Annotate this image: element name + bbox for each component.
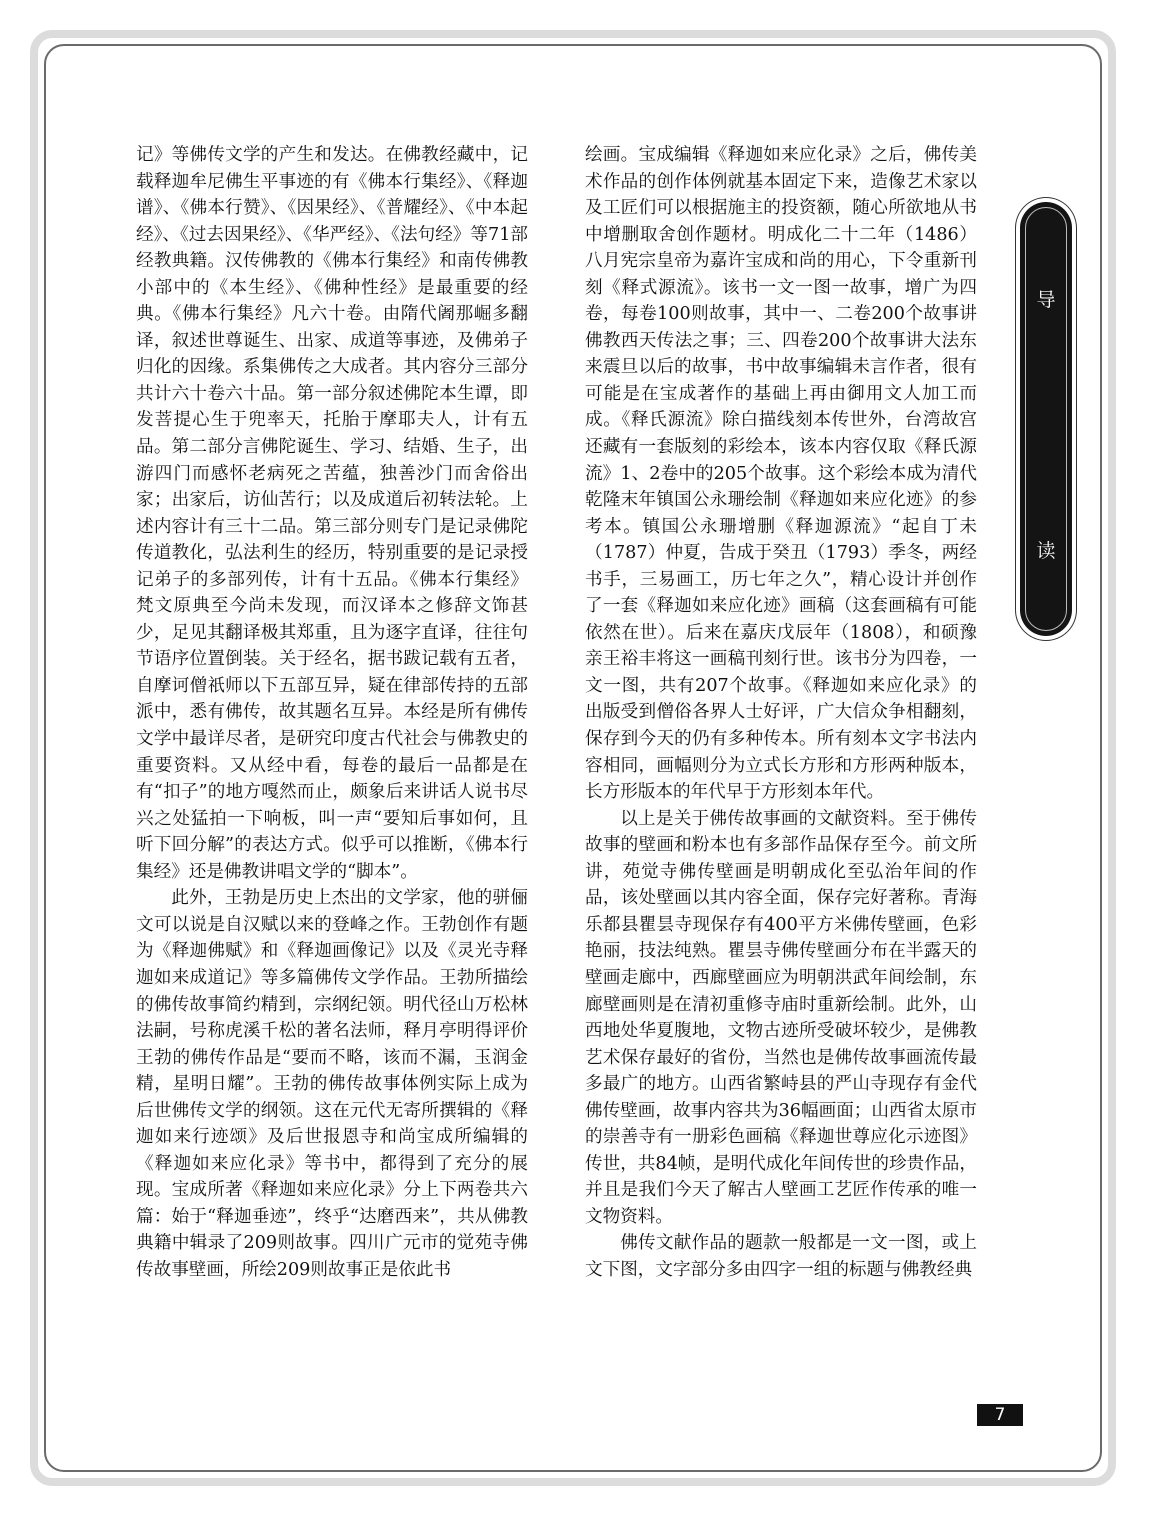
right-text-column	[585, 142, 977, 1284]
right-paragraph-2: 以上是关于佛传故事画的文献资料。至于佛传故事的壁画和粉本也有多部作品保存至今。前文所讲，苑觉寺佛传壁画是明朝成化至弘治年间的作品，该处壁画以其内容全面，保存完好著称。青海乐都县瞿昙寺现保存有400平方米佛传壁画，色彩艳丽，技法纯熟。瞿昙寺佛传壁画分布在半露天的壁画走廊中，西廊壁画应为明朝洪武年间绘制，东廊壁画则是在清初重修寺庙时重新绘制。此外，山西地处华夏腹地，文物古迹所受破坏较少，是佛教艺术保存最好的省份，当然也是佛传故事画流传最多最广的地方。山西省繁峙县的严山寺现存有金代佛传壁画，故事内容共为36幅画面；山西省太原市的崇善寺有一册彩色画稿《释迦世尊应化示迹图》传世，共84帧，是明代成化年间传世的珍贵作品，并且是我们今天了解古人壁画工艺匠作传承的唯一文物资料。	[585, 808, 977, 1227]
left-text-column	[136, 142, 528, 1284]
side-tab-inner-border	[1025, 207, 1067, 631]
left-paragraph-1: 记》等佛传文学的产生和发达。在佛教经藏中，记载释迦牟尼佛生平事迹的有《佛本行集经》、《释迦谱》、《佛本行赞》、《因果经》、《普耀经》、《中本起经》、《过去因果经》、《华严经》、《法句经》等71部经教典籍。汉传佛教的《佛本行集经》和南传佛教小部中的《本生经》、《佛种性经》是最重要的经典。《佛本行集经》凡六十卷。由隋代阇那崛多翻译，叙述世尊诞生、出家、成道等事迹，及佛弟子归化的因缘。系集佛传之大成者。其内容分三部分共计六十卷六十品。第一部分叙述佛陀本生谭，即发菩提心生于兜率天，托胎于摩耶夫人，计有五品。第二部分言佛陀诞生、学习、结婚、生子，出游四门而感怀老病死之苦蕴，独善沙门而舍俗出家；出家后，访仙苦行；以及成道后初转法轮。上述内容计有三十二品。第三部分则专门是记录佛陀传道教化，弘法利生的经历，特别重要的是记录授记弟子的多部列传，计有十五品。《佛本行集经》梵文原典至今尚未发现，而汉译本之修辞文饰甚少，足见其翻译极其郑重，且为逐字直译，往往句节语序位置倒装。关于经名，据书跋记载有五者，自摩诃僧祇师以下五部互异，疑在律部传持的五部派中，悉有佛传，故其题名互异。本经是所有佛传文学中最详尽者，是研究印度古代社会与佛教史的重要资料。又从经中看，每卷的最后一品都是在有“扣子”的地方嘎然而止，颇象后来讲话人说书尽兴之处猛拍一下响板，叫一声“要知后事如何，且听下回分解”的表达方式。似乎可以推断，《佛本行集经》还是佛教讲唱文学的“脚本”。	[136, 145, 528, 882]
side-tab-char-bottom: 读	[1036, 540, 1056, 562]
left-paragraph-2: 此外，王勃是历史上杰出的文学家，他的骈俪文可以说是自汉赋以来的登峰之作。王勃创作有题为《释迦佛赋》和《释迦画像记》以及《灵光寺释迦如来成道记》等多篇佛传文学作品。王勃所描绘的佛传故事简约精到，宗纲纪领。明代径山万松林法嗣，号称虎溪千松的著名法师，释月亭明得评价王勃的佛传作品是“要而不略，该而不漏，玉润金精，星明日耀”。王勃的佛传故事体例实际上成为后世佛传文学的纲领。这在元代无寄所撰辑的《释迦如来行迹颂》及后世报恩寺和尚宝成所编辑的《释迦如来应化录》等书中，都得到了充分的展现。宝成所著《释迦如来应化录》分上下两卷共六篇：始于“释迦垂迹”，终乎“达磨西来”，共从佛教典籍中辑录了209则故事。四川广元市的觉苑寺佛传故事壁画，所绘209则故事正是依此书	[136, 888, 528, 1280]
right-paragraph-3: 佛传文献作品的题款一般都是一文一图，或上文下图，文字部分多由四字一组的标题与佛教经典	[585, 1233, 977, 1280]
side-tab-char-top: 导	[1036, 289, 1056, 311]
section-side-tab	[1020, 202, 1072, 636]
right-paragraph-1: 绘画。宝成编辑《释迦如来应化录》之后，佛传美术作品的创作体例就基本固定下来，造像艺术家以及工匠们可以根据施主的投资额，随心所欲地从书中增删取舍创作题材。明成化二十二年（1486）八月宪宗皇帝为嘉许宝成和尚的用心，下令重新刊刻《释式源流》。该书一文一图一故事，增广为四卷，每卷100则故事，其中一、二卷200个故事讲佛教西天传法之事；三、四卷200个故事讲大法东来震旦以后的故事，书中故事编辑未言作者，很有可能是在宝成著作的基础上再由御用文人加工而成。《释氏源流》除白描线刻本传世外，台湾故宫还藏有一套版刻的彩绘本，该本内容仅取《释氏源流》1、2卷中的205个故事。这个彩绘本成为清代乾隆末年镇国公永珊绘制《释迦如来应化迹》的参考本。镇国公永珊增删《释迦源流》“起自丁未（1787）仲夏，告成于癸丑（1793）季冬，两经书手，三易画工，历七年之久”，精心设计并创作了一套《释迦如来应化迹》画稿（这套画稿有可能依然在世）。后来在嘉庆戊辰年（1808），和硕豫亲王裕丰将这一画稿刊刻行世。该书分为四卷，一文一图，共有207个故事。《释迦如来应化录》的出版受到僧俗各界人士好评，广大信众争相翻刻，保存到今天的仍有多种传本。所有刻本文字书法内容相同，画幅则分为立式长方形和方形两种版本，长方形版本的年代早于方形刻本年代。	[585, 145, 977, 803]
page-number: 7	[977, 1404, 1023, 1426]
